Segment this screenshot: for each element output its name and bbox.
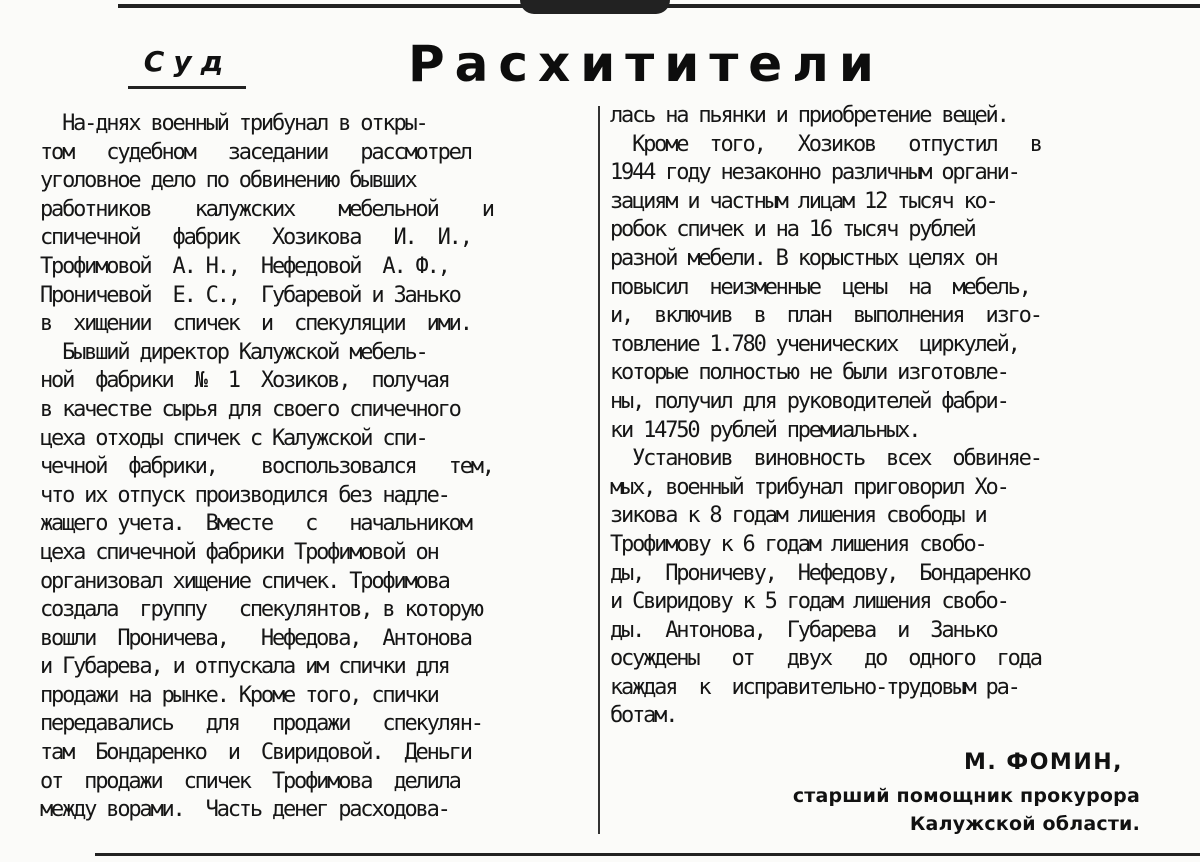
author-name: М. ФОМИН, — [964, 750, 1124, 775]
text-line: зациям и частным лицам 12 тысяч ко- — [610, 188, 997, 214]
text-line: каждая к исправительно-трудовым ра- — [610, 674, 1019, 700]
text-line: и Губарева, и отпускала им спички для — [40, 654, 449, 680]
author-title — [724, 782, 1140, 838]
text-line: разной мебели. В корыстных целях он — [610, 245, 997, 271]
bottom-rule — [95, 853, 1200, 856]
text-line: что их отпуск производился без надле- — [40, 482, 449, 508]
text-line: лась на пьянки и приобретение вещей. — [610, 103, 1008, 128]
text-line: организовал хищение спичек. Трофимова — [40, 568, 449, 594]
text-line: ны, получил для руководителей фабри- — [610, 388, 1008, 414]
text-line: мых, военный трибунал приговорил Хо- — [610, 474, 1008, 500]
text-line: Трофимовой А. Н., Нефедовой А. Ф., — [40, 253, 449, 279]
text-line: продажи на рынке. Кроме того, спички — [40, 682, 438, 708]
text-line: цеха отходы спичек с Калужской спи- — [40, 425, 427, 451]
text-line: Проничевой Е. С., Губаревой и Занько — [40, 282, 460, 308]
text-line: На-днях военный трибунал в откры- — [40, 111, 427, 136]
text-line: Трофимову к 6 годам лишения свобо- — [610, 531, 986, 557]
text-line: Кроме того, Хозиков отпустил в — [610, 131, 1041, 157]
text-line: и, включив в план выполнения изго- — [610, 303, 1041, 329]
text-line: в хищении спичек и спекуляции ими. — [40, 311, 471, 337]
text-line: там Бондаренко и Свиридовой. Деньги — [40, 740, 471, 766]
text-line: Установив виновность всех обвиняе- — [610, 446, 1041, 472]
text-line: вошли Проничева, Нефедова, Антонова — [40, 625, 471, 651]
rubric-underline — [128, 86, 246, 89]
article-right-column — [610, 102, 1182, 731]
text-line: ды, Проничеву, Нефедову, Бондаренко — [610, 560, 1030, 586]
text-line: ки 14750 рублей премиальных. — [610, 417, 920, 443]
article-left-column — [40, 110, 588, 825]
text-line: и Свиридову к 5 годам лишения свобо- — [610, 589, 1008, 615]
article-headline: Расхитители — [408, 35, 884, 93]
text-line: жащего учета. Вместе с начальником — [40, 511, 471, 537]
text-line: которые полностью не были изготовле- — [610, 360, 1008, 386]
text-line: чечной фабрики, воспользовался тем, — [40, 454, 493, 480]
text-line: спичечной фабрик Хозикова И. И., — [40, 225, 471, 251]
top-ornament — [520, 0, 670, 14]
text-line: 1944 году незаконно различным органи- — [610, 160, 1019, 186]
text-line: повысил неизменные цены на мебель, — [610, 274, 1030, 300]
text-line: том судебном заседании рассмотрел — [40, 139, 471, 165]
text-line: ботам. — [610, 703, 677, 729]
text-line: передавались для продажи спекулян- — [40, 711, 482, 737]
text-line: между ворами. Часть денег расходова- — [40, 797, 449, 823]
text-line: осуждены от двух до одного года — [610, 646, 1041, 672]
text-line: ной фабрики № 1 Хозиков, получая — [40, 368, 449, 394]
section-rubric: Суд — [143, 45, 233, 78]
text-line: зикова к 8 годам лишения свободы и — [610, 503, 986, 529]
text-line: в качестве сырья для своего спичечного — [40, 396, 460, 422]
text-line: работников калужских мебельной и — [40, 196, 493, 222]
text-line: ды. Антонова, Губарева и Занько — [610, 617, 997, 643]
author-title-line: Калужской области. — [909, 813, 1140, 835]
text-line: от продажи спичек Трофимова делила — [40, 768, 460, 794]
column-divider — [598, 106, 600, 834]
text-line: цеха спичечной фабрики Трофимовой он — [40, 539, 438, 565]
text-line: товление 1.780 ученических циркулей, — [610, 331, 1019, 357]
text-line: Бывший директор Калужской мебель- — [40, 339, 427, 365]
text-line: робок спичек и на 16 тысяч рублей — [610, 217, 975, 243]
author-title-line: старший помощник прокурора — [792, 785, 1140, 807]
text-line: создала группу спекулянтов, в которую — [40, 597, 482, 623]
text-line: уголовное дело по обвинению бывших — [40, 168, 416, 194]
